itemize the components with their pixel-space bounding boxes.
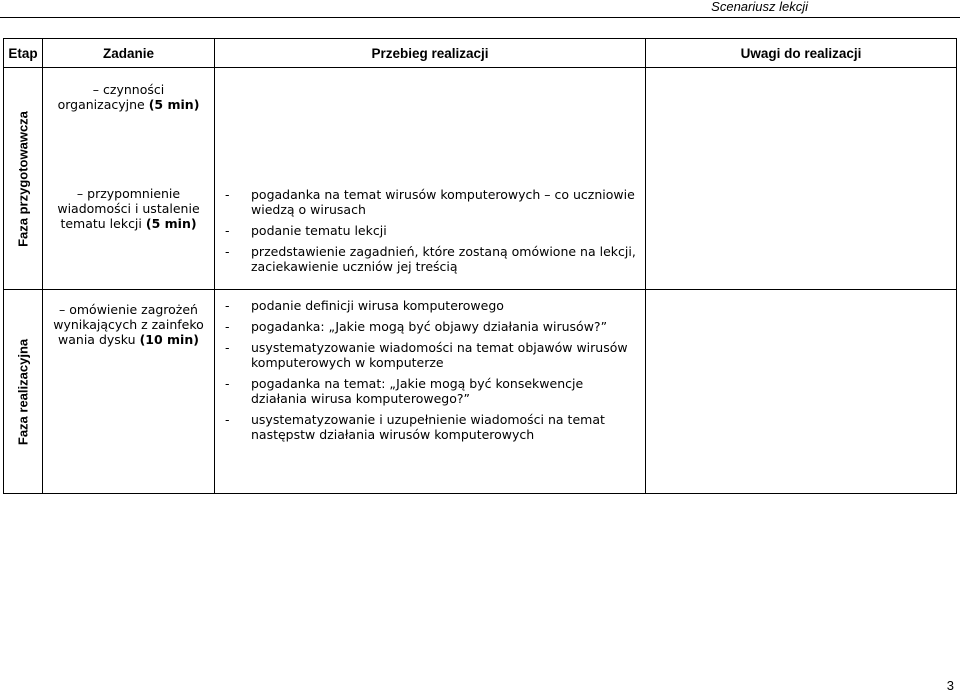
dash-bullet: - bbox=[225, 319, 230, 334]
list-item bbox=[225, 223, 637, 238]
column-header-przebieg: Przebieg realizacji bbox=[215, 39, 646, 68]
task-item bbox=[43, 302, 214, 347]
lesson-plan-table bbox=[3, 38, 957, 494]
list-item bbox=[225, 412, 637, 442]
phase-label: Faza realizacyjna bbox=[15, 338, 31, 445]
header-rule bbox=[0, 17, 960, 18]
steps-list bbox=[225, 187, 637, 280]
task-text: – omówienie zagrożeń wynikających z zainfeko wania dysku bbox=[53, 302, 204, 347]
step-text: usystematyzowanie wiadomości na temat objawów wirusów komputerowych w komputerze bbox=[251, 340, 628, 370]
dash-bullet: - bbox=[225, 376, 230, 391]
table-header-row bbox=[4, 39, 957, 68]
dash-bullet: - bbox=[225, 298, 230, 313]
task-item bbox=[43, 186, 214, 231]
table-row bbox=[4, 290, 957, 494]
steps-list bbox=[225, 298, 637, 448]
task-cell bbox=[43, 68, 215, 290]
steps-cell bbox=[215, 68, 646, 290]
dash-bullet: - bbox=[225, 187, 230, 202]
notes-cell bbox=[646, 68, 957, 290]
phase-label: Faza przygotowawcza bbox=[15, 110, 31, 247]
step-text: przedstawienie zagadnień, które zostaną omówione na lekcji, zaciekawienie uczniów jej treścią bbox=[251, 244, 636, 274]
steps-cell bbox=[215, 290, 646, 494]
step-text: pogadanka: „Jakie mogą być objawy działania wirusów?” bbox=[251, 319, 608, 334]
task-cell bbox=[43, 290, 215, 494]
task-text: – czynności organizacyjne bbox=[57, 82, 165, 112]
step-text: podanie tematu lekcji bbox=[251, 223, 387, 238]
list-item bbox=[225, 340, 637, 370]
notes-cell bbox=[646, 290, 957, 494]
step-text: usystematyzowanie i uzupełnienie wiadomości na temat następstw działania wirusów komputerowych bbox=[251, 412, 605, 442]
column-header-zadanie: Zadanie bbox=[43, 39, 215, 68]
task-duration: (5 min) bbox=[145, 216, 197, 231]
task-duration: (5 min) bbox=[148, 97, 200, 112]
list-item bbox=[225, 319, 637, 334]
task-item bbox=[43, 82, 214, 112]
dash-bullet: - bbox=[225, 340, 230, 355]
column-header-uwagi: Uwagi do realizacji bbox=[646, 39, 957, 68]
step-text: pogadanka na temat: „Jakie mogą być konsekwencje działania wirusa komputerowego?” bbox=[251, 376, 584, 406]
phase-cell bbox=[4, 68, 43, 290]
table-row bbox=[4, 68, 957, 290]
column-header-etap: Etap bbox=[4, 39, 43, 68]
task-text: – przypomnienie wiadomości i ustalenie tematu lekcji bbox=[57, 186, 200, 231]
list-item bbox=[225, 376, 637, 406]
list-item bbox=[225, 298, 637, 313]
step-text: podanie definicji wirusa komputerowego bbox=[251, 298, 504, 313]
task-duration: (10 min) bbox=[139, 332, 199, 347]
document-header-title: Scenariusz lekcji bbox=[711, 0, 808, 14]
list-item bbox=[225, 187, 637, 217]
phase-cell bbox=[4, 290, 43, 494]
list-item bbox=[225, 244, 637, 274]
dash-bullet: - bbox=[225, 223, 230, 238]
page-number: 3 bbox=[946, 678, 954, 693]
dash-bullet: - bbox=[225, 412, 230, 427]
dash-bullet: - bbox=[225, 244, 230, 259]
step-text: pogadanka na temat wirusów komputerowych – co uczniowie wiedzą o wirusach bbox=[251, 187, 635, 217]
